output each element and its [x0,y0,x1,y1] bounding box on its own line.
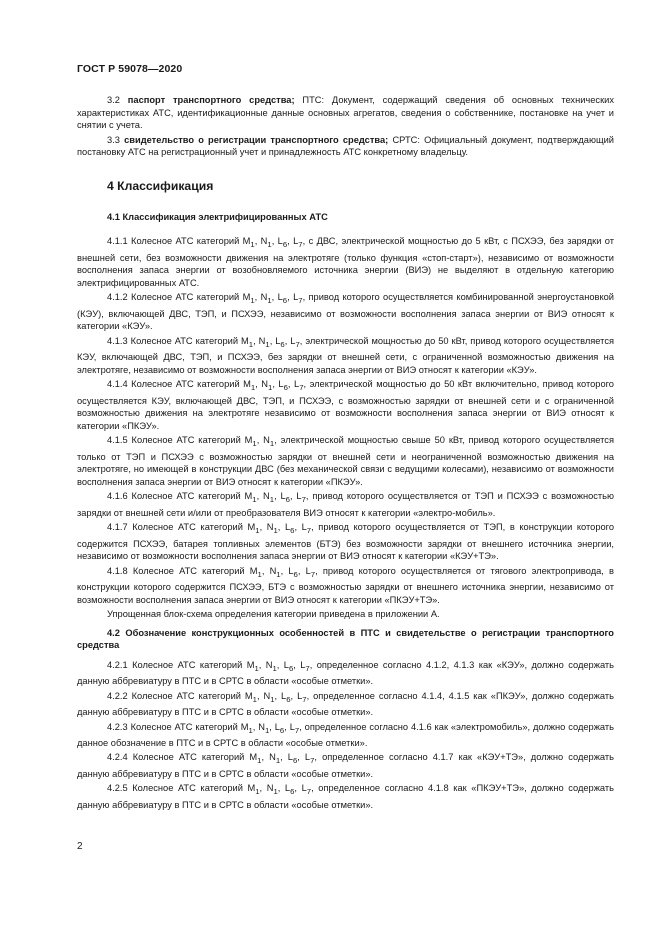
clause-4-2-2: 4.2.2 Колесное АТС категорий $M_1$, $N_1$, $L_6$, $L_7$, определенное согласно 4.1.4, 4.1.5 как «ПКЭУ», должно содержать данную аббревиатуру в ПТС и в СРТС в области «особые отметки». [77,690,614,718]
clause-4-1-4: 4.1.4 Колесное АТС категорий $M_1$, $N_1$, $L_6$, $L_7$, электрической мощностью до 50 кВт включительно, привод которого осуществляется КЭУ, включающей ДВС, ТЭП, и ПСХЭЭ, с возможностью зарядки от внешней сети и с ограниченной возможностью движения на электротяге независимо от возможности восполнения запаса энергии от ВИЭ относят к категории «ПКЭУ». [77,379,614,431]
definition-term: свидетельство о регистрации транспортного средства; [124,134,389,145]
definition-3-2 [77,94,614,132]
document-header: ГОСТ Р 59078—2020 [77,63,183,75]
clause-4-1-3: 4.1.3 Колесное АТС категорий $M_1$, $N_1$, $L_6$, $L_7$, электрической мощностью до 50 кВт, привод которого осуществляется КЭУ, включающей ДВС, ТЭП, и ПСХЭЭ, без зарядки от внешней сети, с ограниченной возможностью движения на электротяге, независимо от возможности восполнения запаса энергии от ВИЭ относят к категории «КЭУ». [77,335,614,375]
clause-4-2-5: 4.2.5 Колесное АТС категорий $M_1$, $N_1$, $L_6$, $L_7$, определенное согласно 4.1.8 как «ПКЭУ+ТЭ», должно содержать данную аббревиатуру в ПТС и в СРТС в области «особые отметки». [77,783,615,810]
subsection-title: 4.1 Классификация электрифицированных АТС [107,211,328,222]
section-title: 4 Классификация [107,178,214,193]
clause-4-1-8: 4.1.8 Колесное АТС категорий $M_1$, $N_1$, $L_6$, $L_7$, привод которого осуществляется от тягового электропривода, в конструкции которого содержится ПСХЭЭ, БТЭ с возможностью зарядки от внешнего источника энергии, независимо от возможности восполнения запаса энергии от ВИЭ относят к категории «ПКЭУ+ТЭ». [77,565,614,605]
clause-4-1-6: 4.1.6 Колесное АТС категорий $M_1$, $N_1$, $L_6$, $L_7$, привод которого осуществляется от ТЭП и ПСХЭЭ с возможностью зарядки от внешней сети и/или от преобразователя ВИЭ относят к категории «электро-мобиль». [77,491,614,518]
clause-4-1-2: 4.1.2 Колесное АТС категорий $M_1$, $N_1$, $L_6$, $L_7$, привод которого осуществляется комбинированной энергоустановкой (КЭУ), включающей ДВС, ТЭП, и ПСХЭЭ, независимо от возможности восполнения запаса энергии от ВИЭ относят к категории «КЭУ». [77,292,614,332]
definition-term: паспорт транспортного средства; [127,95,295,105]
clause-4-2-4: 4.2.4 Колесное АТС категорий $M_1$, $N_1$, $L_6$, $L_7$, определенное согласно 4.1.7 как «КЭУ+ТЭ», должно содержать данную аббревиатуру в ПТС и в СРТС в области «особые отметки». [77,752,614,779]
definition-text: СРТС: Официальный документ, подтверждающий постановку АТС на регистрационный учет и принадлежность АТС конкретному владельцу. [77,134,614,158]
clause-4-1-5: 4.1.5 Колесное АТС категорий $M_1$, $N_1$, электрической мощностью свыше 50 кВт, привод которого осуществляется только от ТЭП и ПСХЭЭ с возможностью зарядки от внешней сети и неограниченной возможностью движения на электротяге, но имеющей в конструкции ДВС (без механической связи с ведущими колесами), независимо от возможности восполнения запаса энергии от ВИЭ относят к категории «ПКЭУ». [77,435,614,487]
definition-number: 3.2 [107,95,120,105]
clause-4-2-1: 4.2.1 Колесное АТС категорий $M_1$, $N_1$, $L_6$, $L_7$, определенное согласно 4.1.2, 4.1.3 как «КЭУ», должно содержать данную аббревиатуру в ПТС и в СРТС в области «особые отметки». [77,659,615,687]
clause-4-1-7: 4.1.7 Колесное АТС категорий $M_1$, $N_1$, $L_6$, $L_7$, привод которого осуществляется от ТЭП, в конструкции которого содержится ПСХЭЭ, батарея топливных элементов (БТЭ) без возможности зарядки от внешнего источника энергии, независимо от возможности восполнения запаса энергии от ВИЭ относят к категории «КЭУ+ТЭ». [77,522,615,562]
definition-3-3 [77,134,614,159]
page-number: 2 [77,841,83,852]
document-body [77,94,614,813]
subsection-title: 4.2 Обозначение конструкционных особенностей в ПТС и свидетельстве о регистрации транспортного средства [77,627,614,651]
definition-number: 3.3 [107,134,120,145]
definition-text: ПТС: Документ, содержащий сведения об основных технических характеристиках АТС, идентификационные данные основных агрегатов, сведения о собственнике, постановке на учет и снятии с учета. [77,95,614,131]
clause-4-2-3: 4.2.3 Колесное АТС категорий $M_1$, $N_1$, $L_6$, $L_7$, определенное согласно 4.1.6 как «электромобиль», должно содержать данное обозначение в ПТС и в СРТС в области «особые отметки». [77,721,614,748]
clause-4-1-1: 4.1.1 Колесное АТС категорий $M_1$, $N_1$, $L_6$, $L_7$, с ДВС, электрической мощностью до 5 кВт, с ПСХЭЭ, без зарядки от внешней сети, без возможности движения на электротяге (только функция «стоп-старт»), независимо от возможности восполнения запаса энергии от возобновляемого источника энергии (ВИЭ) не выделяют в отдельную категорию электрифицированных АТС. [77,236,615,288]
appendix-note: Упрощенная блок-схема определения категории приведена в приложении А. [107,609,440,620]
